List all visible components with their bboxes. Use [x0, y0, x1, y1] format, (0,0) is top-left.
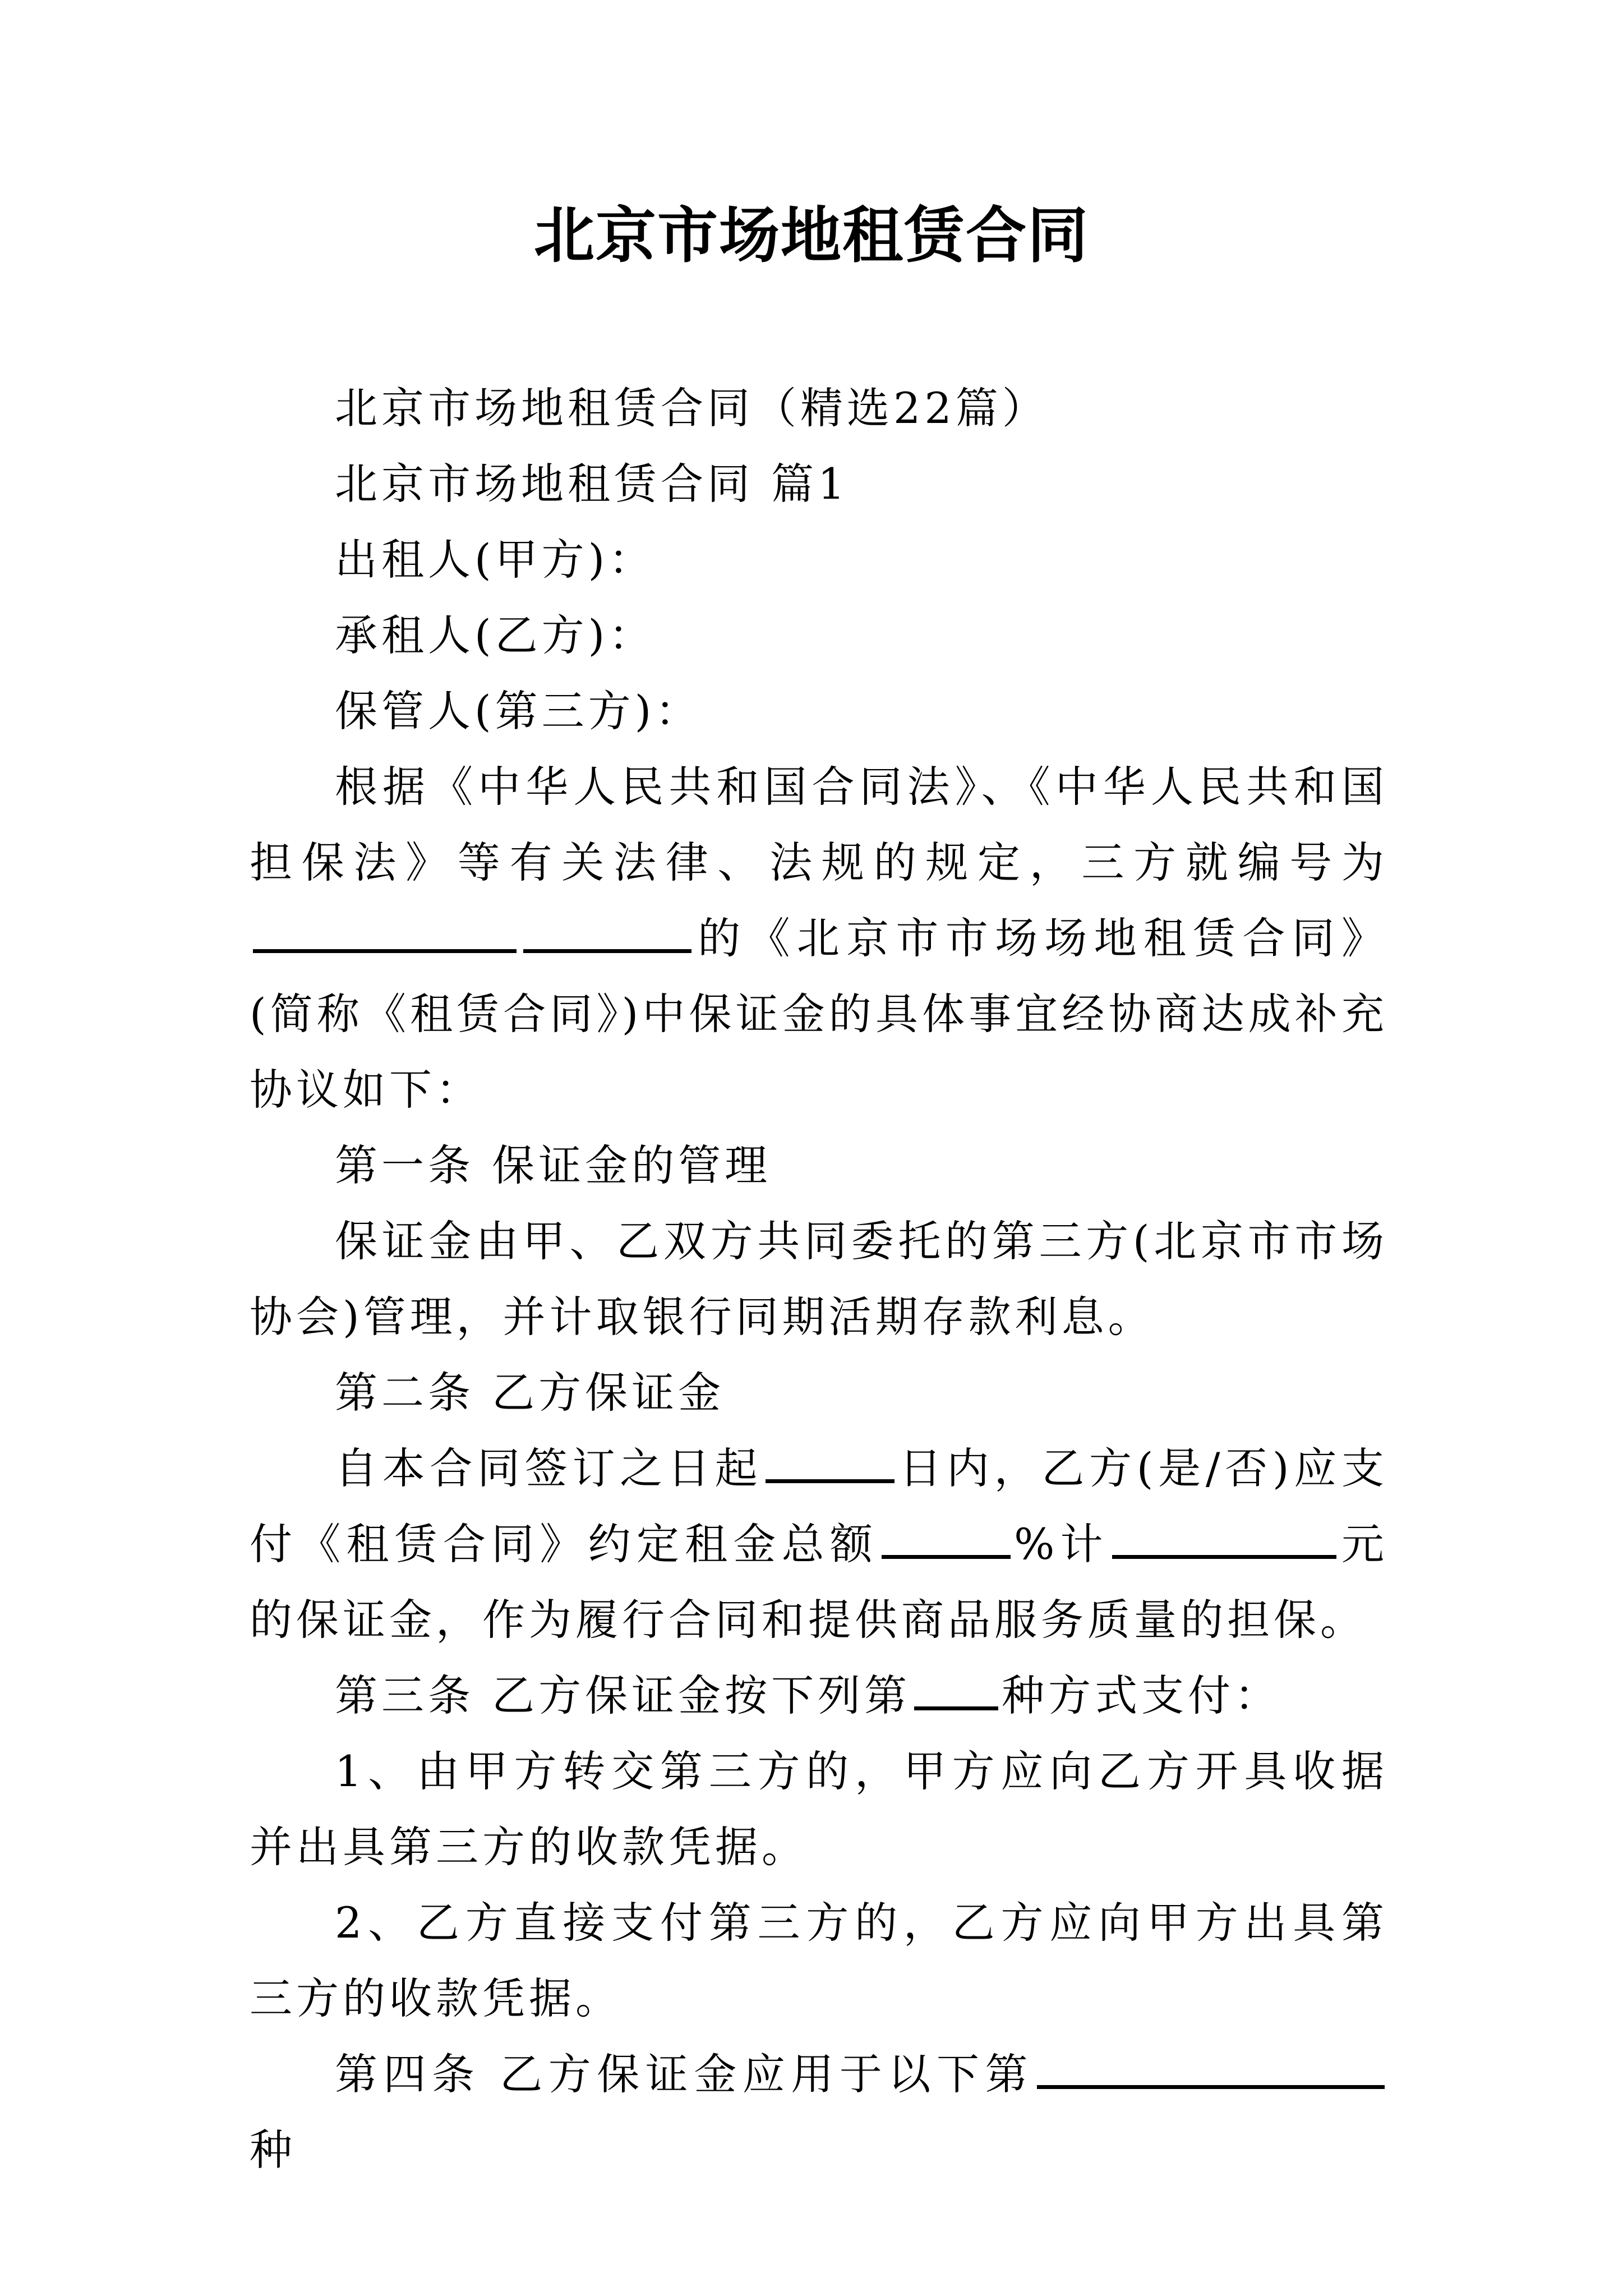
article4-text: [250, 2036, 1388, 2188]
contract-number-blank: [253, 912, 517, 953]
intro-paragraph: [250, 749, 1388, 1128]
article2-text-part3: %计: [1014, 1519, 1109, 1569]
document-body: [250, 370, 1388, 2188]
usage-option-blank: [1037, 2048, 1385, 2089]
document-title: 北京市场地租赁合同: [533, 200, 1089, 271]
article3-item2: 2、乙方直接支付第三方的，乙方应向甲方出具第三方的收款凭据。: [250, 1898, 1388, 2023]
article2-text-part4: 元的保证金，作为履行合同和提供商品服务质量的担保。: [250, 1519, 1389, 1645]
article3-text-part2: 种方式支付：: [1002, 1671, 1281, 1720]
article1-heading: 第一条 保证金的管理: [335, 1140, 772, 1190]
document-subtitle: 北京市场地租赁合同（精选22篇）: [335, 383, 1049, 433]
section-heading: 北京市场地租赁合同 篇1: [335, 459, 849, 509]
article2-heading: 第二条 乙方保证金: [335, 1368, 725, 1418]
days-blank: [766, 1442, 895, 1483]
article4-text-part1: 第四条 乙方保证金应用于以下第: [335, 2049, 1034, 2099]
article4-text-part2: 种: [250, 2125, 296, 2175]
article2-text: [250, 1430, 1388, 1658]
amount-blank: [1112, 1518, 1336, 1559]
article1-text: 保证金由甲、乙双方共同委托的第三方(北京市市场协会)管理，并计取银行同期活期存款利息。: [250, 1216, 1388, 1342]
article3-text-part1: 第三条 乙方保证金按下列第: [335, 1671, 911, 1720]
intro-text-part1: 根据《中华人民共和国合同法》、《中华人民共和国担保法》等有关法律、法规的规定，三方就编号为: [250, 762, 1388, 887]
article3-item1: 1、由甲方转交第三方的，甲方应向乙方开具收据并出具第三方的收款凭据。: [250, 1746, 1388, 1872]
party-c-line: 保管人(第三方)：: [335, 686, 702, 736]
article2-text-part1: 自本合同签订之日起: [335, 1443, 763, 1493]
contract-number-blank-continued: [523, 912, 691, 953]
percent-blank: [882, 1518, 1011, 1559]
party-b-line: 承租人(乙方)：: [335, 610, 656, 660]
intro-text-part2: 的《北京市市场场地租赁合同》(简称《租赁合同》)中保证金的具体事宜经协商达成补充协议如下：: [250, 913, 1388, 1115]
article2-text-part2: 日内，乙方(是/否)应支付《租赁合同》约定租金总额: [250, 1443, 1388, 1569]
article3-heading: [250, 1658, 1388, 1733]
party-a-line: 出租人(甲方)：: [335, 535, 656, 585]
payment-method-blank: [914, 1669, 998, 1710]
